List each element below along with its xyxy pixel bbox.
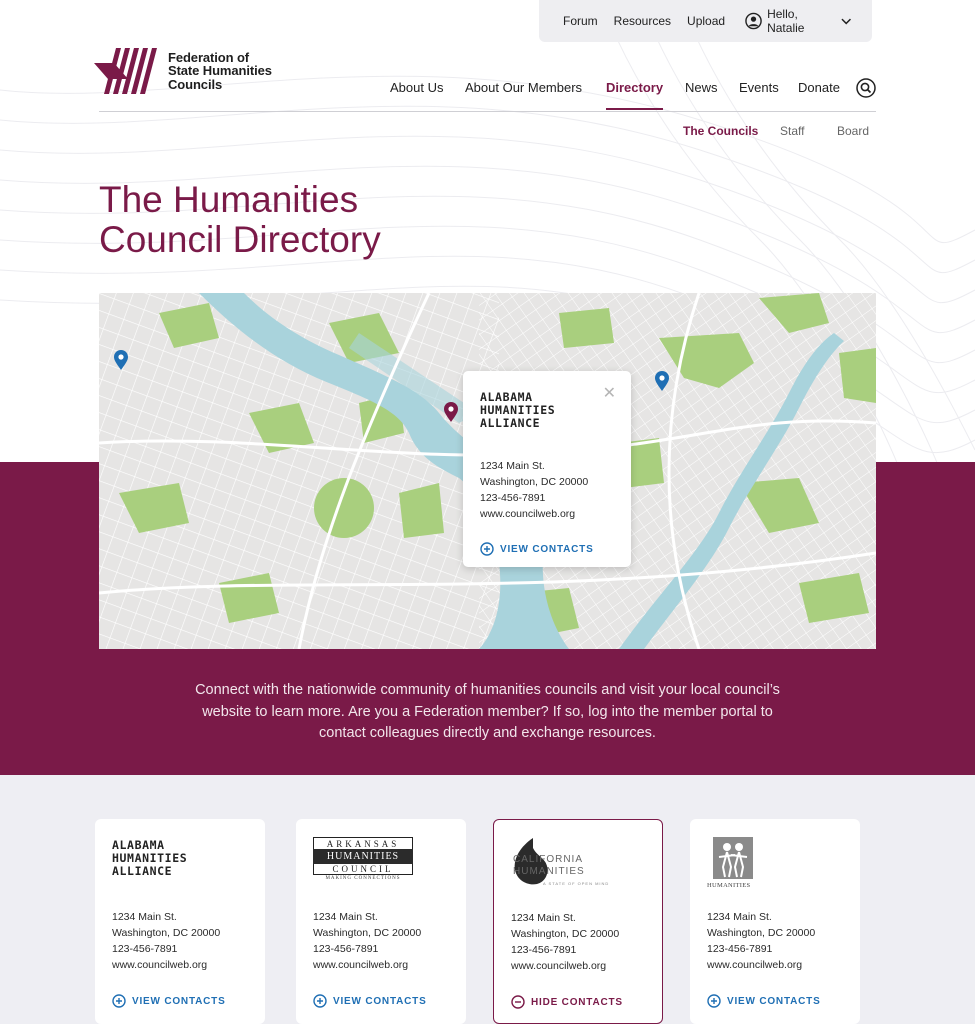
address-street: 1234 Main St. xyxy=(112,911,177,923)
nav-active-indicator xyxy=(606,108,663,110)
map-popup xyxy=(463,371,631,567)
address-web[interactable]: www.councilweb.org xyxy=(313,959,409,971)
hide-contacts-button[interactable] xyxy=(511,995,623,1009)
nav-about-our-members[interactable]: About Our Members xyxy=(465,80,583,95)
council-logo-line: ALABAMA xyxy=(112,838,165,852)
view-contacts-label: VIEW CONTACTS xyxy=(727,995,821,1007)
council-logo-line: HUMANITIES xyxy=(112,851,188,865)
user-menu[interactable] xyxy=(745,7,856,35)
minus-circle-icon xyxy=(511,995,525,1009)
plus-circle-icon xyxy=(112,994,126,1008)
council-card xyxy=(296,819,466,1024)
federation-logo-mark-icon xyxy=(94,46,162,96)
intro-text: Connect with the nationwide community of humanities councils and visit your local council’s website to learn more. Are you a Federation member? If so, log into the member portal to contact colleagues directly and exchange resources. xyxy=(195,682,780,741)
view-contacts-button[interactable] xyxy=(707,994,821,1008)
address-street: 1234 Main St. xyxy=(313,911,378,923)
nav-donate[interactable]: Donate xyxy=(798,80,840,95)
utility-link-resources[interactable]: Resources xyxy=(613,14,672,28)
plus-circle-icon xyxy=(480,542,494,556)
council-card xyxy=(690,819,860,1024)
page-title-line: Council Directory xyxy=(99,219,381,260)
council-address xyxy=(707,909,815,973)
council-logo-line: CALIFORNIA xyxy=(513,854,584,865)
site-logo[interactable] xyxy=(94,46,272,96)
council-logo-line: ARKANSAS xyxy=(313,837,413,849)
page-title xyxy=(99,180,381,260)
close-icon[interactable]: ✕ xyxy=(602,385,616,402)
logo-line: Councils xyxy=(168,76,223,92)
map-pin-icon[interactable] xyxy=(113,349,129,371)
view-contacts-label: VIEW CONTACTS xyxy=(333,995,427,1007)
nav-about-us[interactable]: About Us xyxy=(390,80,444,95)
plus-circle-icon xyxy=(707,994,721,1008)
view-contacts-label: VIEW CONTACTS xyxy=(500,543,594,555)
council-logo-line: HUMANITIES xyxy=(480,403,556,417)
subnav-the-councils[interactable]: The Councils xyxy=(683,124,759,138)
view-contacts-button[interactable] xyxy=(112,994,226,1008)
council-logo-line: A STATE OF OPEN MIND xyxy=(543,881,610,886)
address-phone: 123-456-7891 xyxy=(112,943,178,955)
logo-line: Federation of xyxy=(168,49,250,65)
council-logo-line: HUMANITIES xyxy=(707,882,751,889)
nav-directory[interactable]: Directory xyxy=(606,80,664,95)
address-street: 1234 Main St. xyxy=(511,912,576,924)
hide-contacts-label: HIDE CONTACTS xyxy=(531,996,623,1008)
council-logo xyxy=(480,391,614,430)
council-card-selected xyxy=(493,819,663,1024)
address-phone: 123-456-7891 xyxy=(480,492,546,504)
logo-line: State Humanities xyxy=(168,63,272,79)
address-street: 1234 Main St. xyxy=(480,460,545,472)
plus-circle-icon xyxy=(313,994,327,1008)
address-web[interactable]: www.councilweb.org xyxy=(112,959,208,971)
address-city: Washington, DC 20000 xyxy=(707,927,816,939)
colorado-humanities-mark-icon xyxy=(713,837,753,879)
council-logo-line: COUNCIL xyxy=(313,864,413,875)
utility-bar xyxy=(539,0,872,42)
council-logo-line: ALLIANCE xyxy=(112,864,173,878)
address-city: Washington, DC 20000 xyxy=(313,927,422,939)
view-contacts-button[interactable] xyxy=(313,994,427,1008)
council-logo-line: MAKING CONNECTIONS xyxy=(325,876,401,881)
council-logo-line: HUMANITIES xyxy=(313,849,413,864)
address-city: Washington, DC 20000 xyxy=(511,928,620,940)
address-phone: 123-456-7891 xyxy=(707,943,773,955)
address-web[interactable]: www.councilweb.org xyxy=(707,959,803,971)
user-greeting: Hello, Natalie xyxy=(767,7,805,35)
logo-wordmark xyxy=(168,51,272,92)
utility-link-forum[interactable]: Forum xyxy=(563,14,598,28)
council-logo-line: ALABAMA xyxy=(480,390,533,404)
nav-news[interactable]: News xyxy=(685,80,718,95)
view-contacts-label: VIEW CONTACTS xyxy=(132,995,226,1007)
address-street: 1234 Main St. xyxy=(707,911,772,923)
address-phone: 123-456-7891 xyxy=(313,943,379,955)
council-address xyxy=(112,909,220,973)
council-logo-line: HUMANITIES xyxy=(513,866,585,877)
council-card xyxy=(95,819,265,1024)
subnav-board[interactable]: Board xyxy=(837,124,870,138)
address-web[interactable]: www.councilweb.org xyxy=(480,508,576,520)
council-logo-line: ALLIANCE xyxy=(480,416,541,430)
council-logo xyxy=(112,837,252,897)
address-city: Washington, DC 20000 xyxy=(480,476,589,488)
header-divider xyxy=(99,111,876,112)
subnav-staff[interactable]: Staff xyxy=(780,124,805,138)
search-button[interactable] xyxy=(856,78,876,103)
user-circle-icon xyxy=(745,12,762,30)
address-phone: 123-456-7891 xyxy=(511,944,577,956)
council-logo xyxy=(707,837,847,897)
council-address xyxy=(480,458,614,522)
map-pin-icon[interactable] xyxy=(654,370,670,392)
search-icon xyxy=(856,78,876,98)
council-logo xyxy=(313,837,453,897)
directory-map[interactable] xyxy=(99,293,876,649)
council-logo xyxy=(511,838,651,898)
chevron-down-icon xyxy=(841,18,851,25)
map-pin-selected-icon[interactable] xyxy=(443,401,459,423)
council-address xyxy=(313,909,421,973)
council-address xyxy=(511,910,619,974)
nav-events[interactable]: Events xyxy=(739,80,779,95)
utility-link-upload[interactable]: Upload xyxy=(687,14,726,28)
address-city: Washington, DC 20000 xyxy=(112,927,221,939)
view-contacts-button[interactable] xyxy=(480,542,614,556)
address-web[interactable]: www.councilweb.org xyxy=(511,960,607,972)
page-title-line: The Humanities xyxy=(99,179,359,220)
